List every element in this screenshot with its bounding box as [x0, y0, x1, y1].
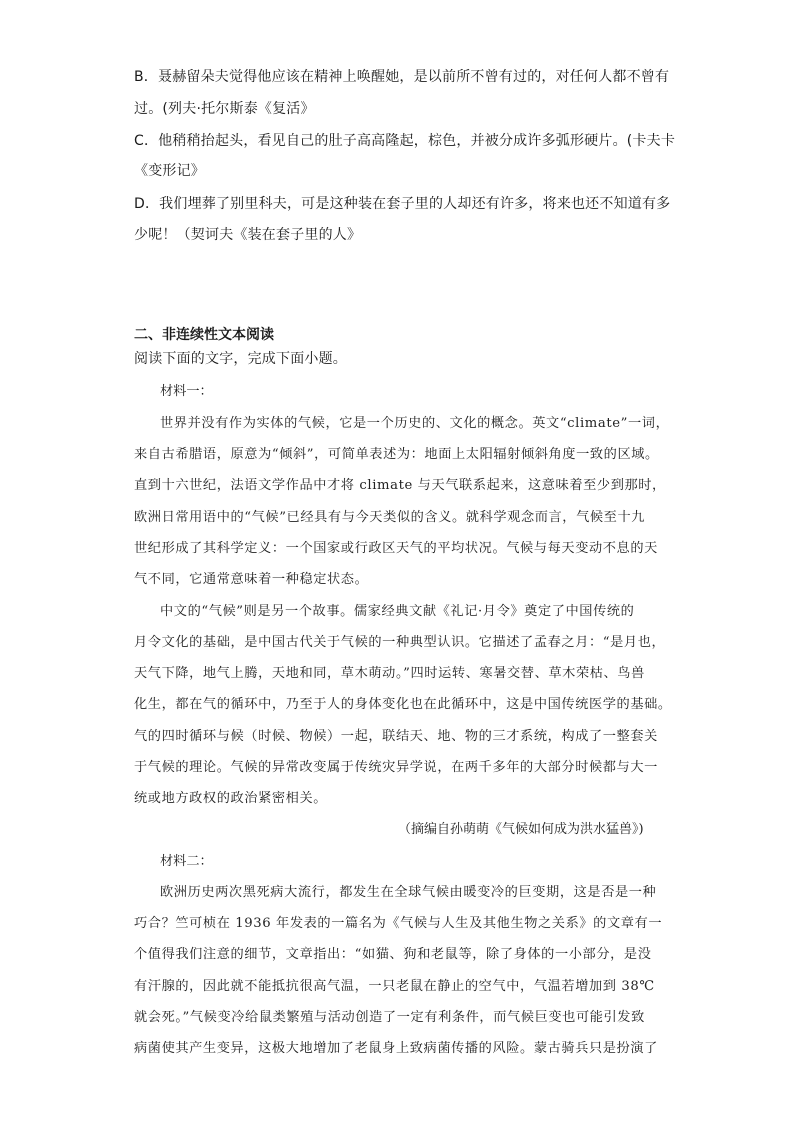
option-d-line-2: 少呢！（契诃夫《装在套子里的人》 — [134, 227, 362, 243]
material-1-p2-line: 气的四时循环与候（时候、物候）一起，联结天、地、物的三才系统，构成了一整套关 — [134, 729, 658, 744]
material-1-p1-line: 世界并没有作为实体的气候，它是一个历史的、文化的概念。英文“climate”一词， — [160, 416, 670, 431]
section-instruction: 阅读下面的文字，完成下面小题。 — [134, 351, 347, 367]
material-2-p1-line: 巧合？竺可桢在 1936 年发表的一篇名为《气候与人生及其他生物之关系》的文章有一 — [134, 916, 663, 931]
material-1-p1-line: 世纪形成了其科学定义：一个国家或行政区天气的平均状况。气候与每天变动不息的天 — [134, 541, 658, 556]
material-2-p1-line: 有汗腺的，因此就不能抵抗很高气温，一只老鼠在静止的空气中，气温若增加到 38℃ — [134, 979, 655, 994]
material-1-p2-line: 月令文化的基础，是中国古代关于气候的一种典型认识。它描述了孟春之月：“是月也， — [134, 635, 666, 650]
option-b-line-1: B．聂赫留朵夫觉得他应该在精神上唤醒她，是以前所不曾有过的，对任何人都不曾有 — [134, 69, 670, 85]
material-2-p1-line: 就会死。”气候变冷给鼠类繁殖与活动创造了一定有利条件，而气候巨变也可能引发致 — [134, 1010, 645, 1025]
material-2-p1-line: 病菌使其产生变异，这极大地增加了老鼠身上致病菌传播的风险。蒙古骑兵只是扮演了 — [134, 1041, 658, 1056]
material-1-p2-line: 化生，都在气的循环中，乃至于人的身体变化也在此循环中，这是中国传统医学的基础。 — [134, 697, 672, 712]
option-b-line-2: 过。(列夫·托尔斯泰《复活》 — [134, 101, 315, 117]
option-c-line-2: 《变形记》 — [134, 163, 205, 179]
material-1-label: 材料一： — [160, 384, 213, 399]
material-1-p2-line: 于气候的理论。气候的异常改变属于传统灾异学说，在两千多年的大部分时候都与大一 — [134, 760, 658, 775]
material-1-p1-line: 来自古希腊语，原意为“倾斜”，可简单表述为：地面上太阳辐射倾斜角度一致的区域。 — [134, 447, 659, 462]
option-d-line-1: D．我们埋葬了别里科夫，可是这种装在套子里的人却还有许多，将来也还不知道有多 — [134, 196, 671, 212]
material-1-p2-line: 统或地方政权的政治紧密相关。 — [134, 791, 328, 806]
material-1-p2-line: 中文的“气候”则是另一个故事。儒家经典文献《礼记·月令》奠定了中国传统的 — [160, 604, 635, 619]
material-1-p1-line: 欧洲日常用语中的“气候”已经具有与今天类似的含义。就科学观念而言，气候至十九 — [134, 510, 646, 525]
material-1-p2-line: 天气下降，地气上腾，天地和同，草木萌动。”四时运转、寒暑交替、草木荣枯、鸟兽 — [134, 666, 645, 681]
material-1-p1-line: 气不同，它通常意味着一种稳定状态。 — [134, 572, 369, 587]
material-1-p1-line: 直到十六世纪，法语文学作品中才将 climate 与天气联系起来，这意味着至少到那时， — [134, 478, 666, 493]
material-2-p1-line: 个值得我们注意的细节，文章指出：“如猫、狗和老鼠等，除了身体的一小部分，是没 — [134, 947, 652, 962]
material-2-label: 材料二： — [160, 854, 213, 869]
section-heading: 二、非连续性文本阅读 — [134, 327, 274, 343]
material-2-p1-line: 欧洲历史两次黑死病大流行，都发生在全球气候由暖变冷的巨变期，这是否是一种 — [160, 885, 657, 900]
option-c-line-1: C．他稍稍抬起头，看见自己的肚子高高隆起，棕色，并被分成许多弧形硬片。(卡夫卡 — [134, 133, 676, 149]
material-1-source: （摘编自孙萌萌《气候如何成为洪水猛兽》) — [398, 822, 644, 837]
